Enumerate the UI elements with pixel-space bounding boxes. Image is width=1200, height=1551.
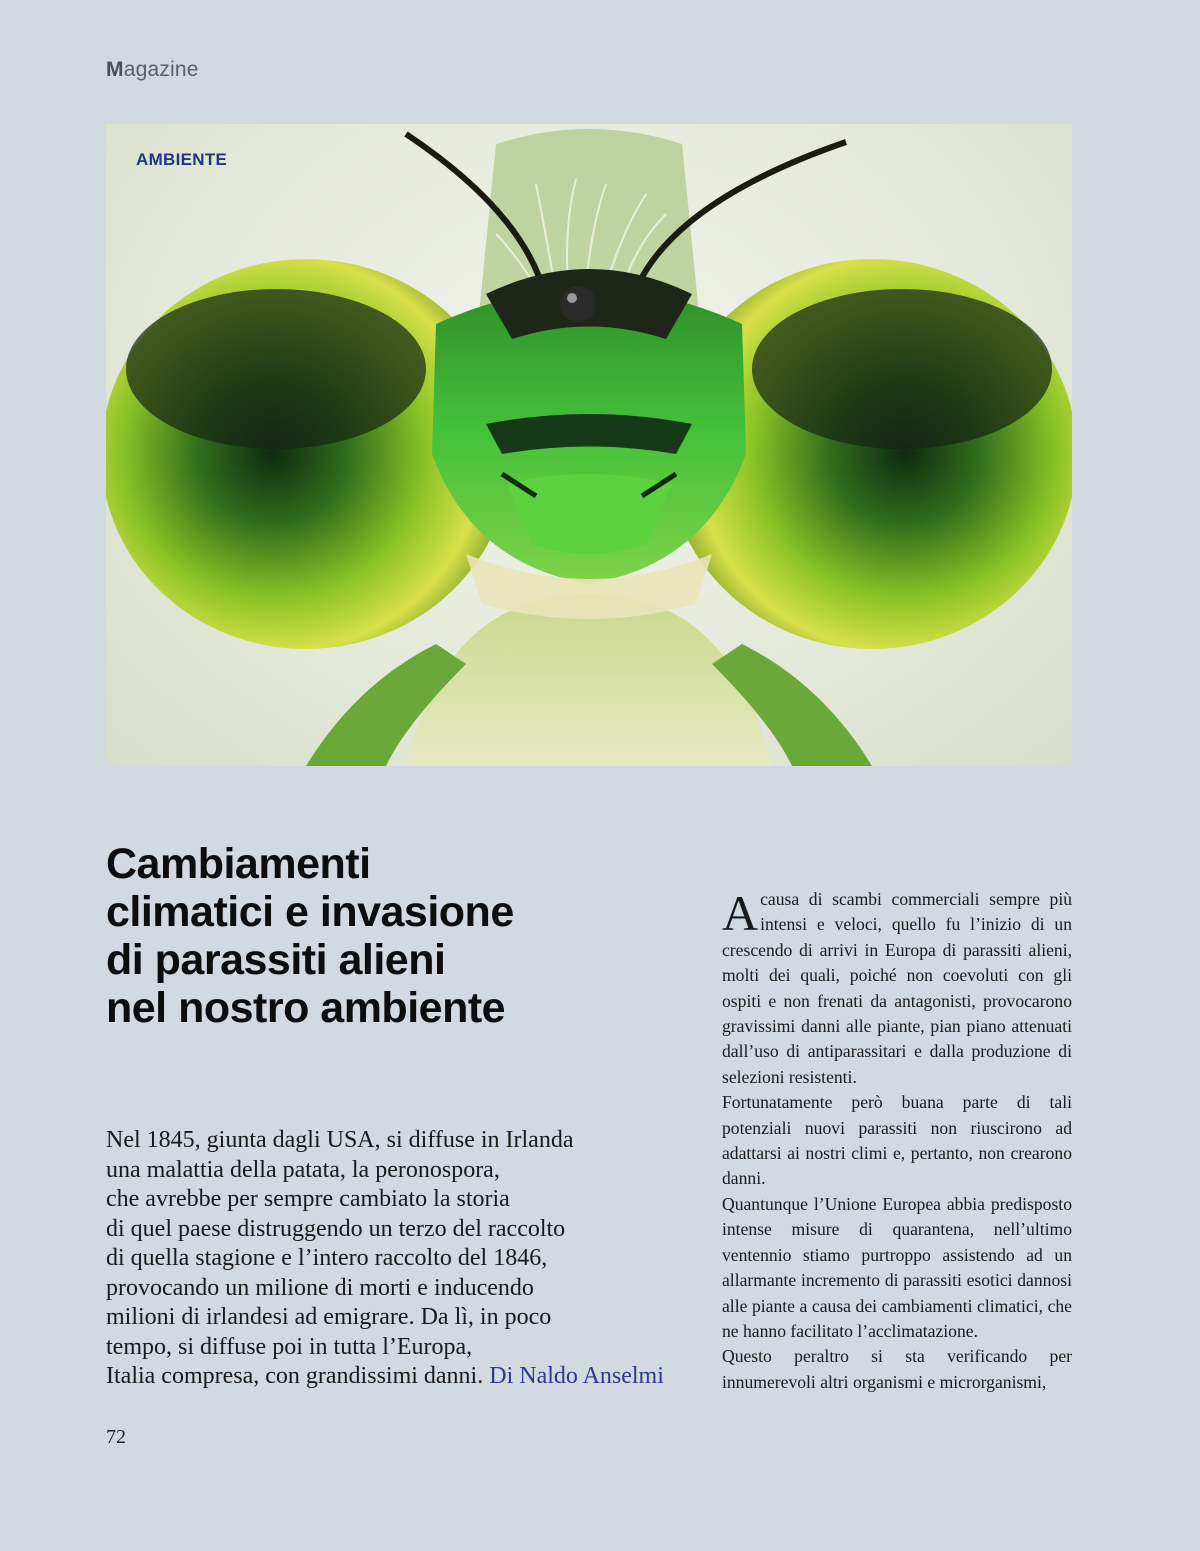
masthead-rest: agazine: [123, 58, 199, 81]
headline-line: di parassiti alieni: [106, 936, 446, 984]
lead-line: Nel 1845, giunta dagli USA, si diffuse in Irlanda: [106, 1127, 574, 1153]
lead-line: che avrebbe per sempre cambiato la storia: [106, 1186, 510, 1212]
section-tag: AMBIENTE: [136, 150, 228, 169]
headline-line: nel nostro ambiente: [106, 984, 506, 1032]
lead-line-with-byline: [106, 1362, 666, 1392]
author-byline: Di Naldo Anselmi: [489, 1363, 664, 1389]
body-paragraph-4: Questo peraltro si sta verificando per innumerevoli altri organismi e microrganismi,: [722, 1346, 1072, 1392]
damselfly-closeup-icon: [106, 124, 1072, 766]
body-paragraph-2: Fortunatamente però buana parte di tali potenziali nuovi parassiti non riuscirono ad adattarsi ai nostri climi e, pertanto, non crearono danni.: [722, 1092, 1072, 1189]
article-headline: [106, 840, 666, 1032]
lead-line: milioni di irlandesi ad emigrare. Da lì, in poco: [106, 1304, 552, 1330]
headline-line: climatici e invasione: [106, 888, 514, 936]
lead-line: una malattia della patata, la peronospora,: [106, 1156, 500, 1183]
page-number: 72: [106, 1426, 126, 1448]
lead-line: provocando un milione di morti e inducendo: [106, 1274, 534, 1301]
lead-line: tempo, si diffuse poi in tutta l’Europa,: [106, 1333, 473, 1360]
damselfly-photo: [106, 124, 1072, 766]
body-paragraph-1: [722, 887, 1072, 1090]
drop-cap: A: [722, 885, 759, 941]
article-lead: [106, 1126, 666, 1392]
masthead-initial: M: [106, 58, 124, 81]
magazine-masthead: [106, 58, 199, 82]
lead-line: Italia compresa, con grandissimi danni.: [106, 1363, 484, 1389]
lead-line: di quel paese distruggendo un terzo del raccolto: [106, 1215, 566, 1242]
body-paragraph-1-text: causa di scambi commerciali sempre più intensi e veloci, quello fu l’inizio di un crescendo di arrivi in Europa di parassiti alieni, molti dei quali, poiché non coevoluti con gli ospiti e non frenati da antagonisti, provocarono gravissimi danni alle piante, pian piano attenuati dall’uso di antiparassitari e dalla produzione di selezioni resistenti.: [722, 889, 1072, 1087]
lead-line: di quella stagione e l’intero raccolto del 1846,: [106, 1245, 548, 1271]
article-body-column: [722, 887, 1072, 1395]
headline-line: Cambiamenti: [106, 840, 371, 888]
body-paragraph-3: Quantunque l’Unione Europea abbia predisposto intense misure di quarantena, nell’ultimo ventennio stiamo purtroppo assistendo ad un allarmante incremento di parassiti esotici dannosi alle piante a causa dei cambiamenti climatici, che ne hanno facilitato l’acclimatazione.: [722, 1193, 1072, 1341]
